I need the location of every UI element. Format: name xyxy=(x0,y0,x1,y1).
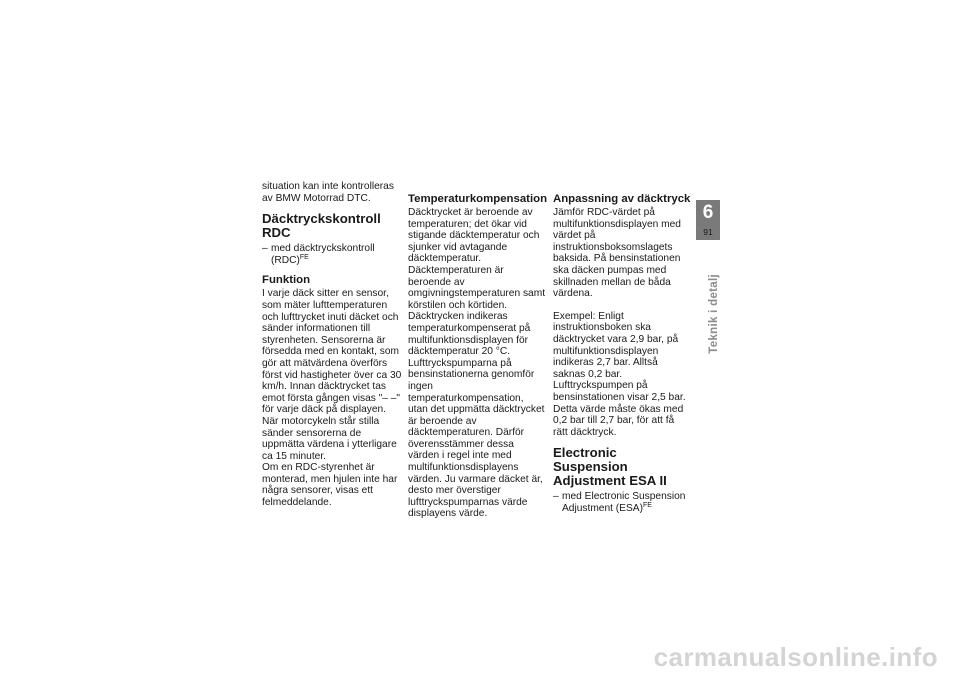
heading-temperaturkompensation: Temperaturkompensation xyxy=(408,193,548,205)
heading-esa: Electronic Suspension Adjustment ESA II xyxy=(553,445,667,489)
page-number: 91 xyxy=(703,227,713,237)
bullet-rdc-text: med däcktryckskontroll (RDC) xyxy=(271,243,375,266)
heading-rdc: Däcktryckskontroll RDC xyxy=(262,211,381,241)
funktion-body-2: Om en RDC-styrenhet är monterad, men hjulen inte har några sensorer, visas ett felmeddelande. xyxy=(262,462,398,509)
bullet-esa-sup: FE xyxy=(642,501,652,509)
chapter-number: 6 xyxy=(702,202,714,223)
intro-text: situation kan inte kontrolleras av BMW Motorrad DTC. xyxy=(262,181,394,204)
bullet-esa-text: med Electronic Suspension Adjustment (ESA) xyxy=(562,491,686,514)
paragraph-gap xyxy=(553,300,691,311)
heading-funktion: Funktion xyxy=(262,274,311,287)
section-label: Teknik i detalj xyxy=(708,274,720,354)
anpassning-body: Jämför RDC-värdet på multifunktionsdisplayen med värdet på instruktionsboksomslagets baksida. På bensinstationen ska däcken pumpas med skillnaden mellan de båda värdena. xyxy=(553,207,681,300)
dash-bullet: – xyxy=(553,491,559,503)
heading-anpassning: Anpassning av däcktryck xyxy=(553,193,691,205)
bullet-rdc-sup: FE xyxy=(299,253,309,261)
bullet-esa xyxy=(553,491,691,514)
example-text: Exempel: Enligt instruktionsboken ska däcktrycket vara 2,9 bar, på multifunktionsdisplayen indikeras 2,7 bar. Alltså saknas 0,2 bar. Lufttryckspumpen på bensinstationen visar 2,5 bar. Detta värde måste ökas med 0,2 bar till 2,7 bar, för att få rätt däcktryck. xyxy=(553,310,686,438)
funktion-body: I varje däck sitter en sensor, som mäter lufttemperaturen och lufttrycket inuti däcket och sänder informationen till styrenheten. Sensorerna är försedda med en kontakt, som gör att mätvärdena överförs först vid hastigheter över ca 30 km/h. Innan däcktrycket tas emot första gången visas "– –" för varje däck på displayen. När motorcykeln står stilla sänder sensorerna de uppmätta värdena i ytterligare ca 15 minuter. xyxy=(262,288,402,462)
column-right xyxy=(553,193,691,514)
watermark: carmanualsonline.info xyxy=(653,642,938,672)
dash-bullet: – xyxy=(262,243,268,255)
temperature-body: Däcktrycket är beroende av temperaturen; det ökar vid stigande däcktemperatur och sjunker vid avtagande däcktemperatur. Däcktemperaturen är beroende av omgivningstemperaturen samt körstilen och körtiden. Däcktrycken indikeras temperaturkompenserat på multifunktionsdisplayen för däcktemperatur 20 °C. Lufttryckspumparna på bensinstationerna genomför ingen temperaturkompensation, utan det uppmätta däcktrycket är beroende av däcktemperaturen. Därför överensstämmer dessa värden i regel inte med multifunktionsdisplayens värden. Ju varmare däcket är, desto mer överstiger lufttryckspumparnas värde displayens värde. xyxy=(408,207,546,520)
bullet-rdc xyxy=(262,243,402,266)
column-left xyxy=(262,181,402,509)
column-middle xyxy=(408,193,546,520)
